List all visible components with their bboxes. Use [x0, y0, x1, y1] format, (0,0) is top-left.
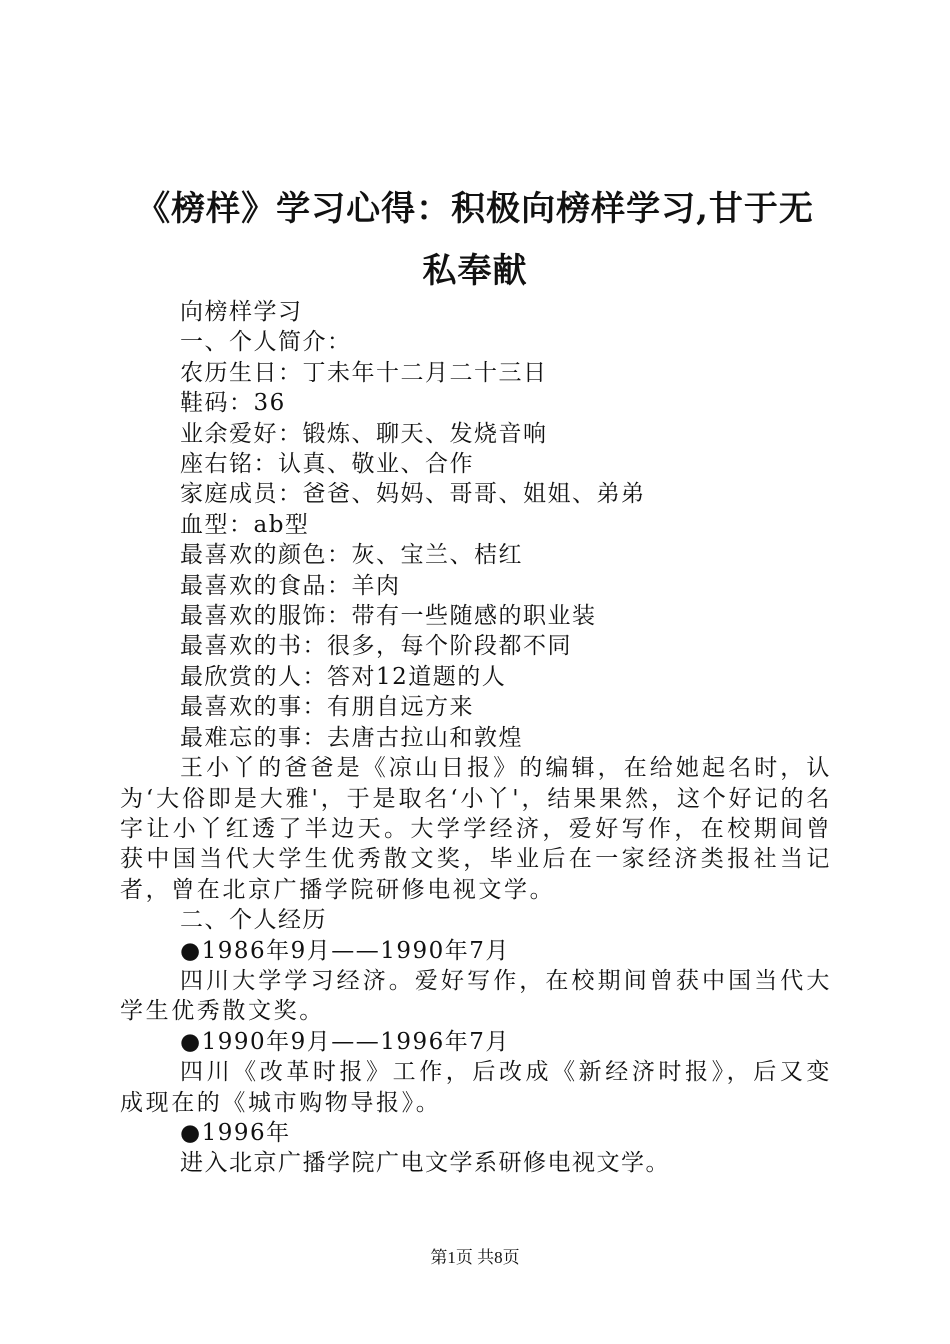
info-line: 血型：ab型 [180, 511, 310, 538]
info-line: 最喜欢的书：很多，每个阶段都不同 [180, 633, 572, 660]
info-line: 业余爱好：锻炼、聊天、发烧音响 [180, 420, 548, 447]
info-line: 最喜欢的食品：羊肉 [180, 572, 401, 599]
info-line: 最欣赏的人：答对12道题的人 [180, 663, 507, 690]
paragraph: 王小丫的爸爸是《凉山日报》的编辑，在给她起名时，认为‘大俗即是大雅'，于是取名‘小丫'，结果果然，这个好记的名字让小丫红透了半边天。大学学经济，爱好写作，在校期间曾获中国当代大学生优秀散文奖，毕业后在一家经济类报社当记者，曾在北京广播学院研修电视文学。 [120, 755, 832, 903]
info-line: 最喜欢的颜色：灰、宝兰、桔红 [180, 542, 523, 569]
info-line: 最喜欢的服饰：带有一些随感的职业装 [180, 603, 597, 630]
paragraph: 向榜样学习 [180, 299, 303, 325]
section-heading-experience: 二、个人经历 [180, 907, 327, 934]
timeline-date: ●1990年9月——1996年7月 [180, 1028, 510, 1055]
info-line: 农历生日：丁未年十二月二十三日 [180, 359, 548, 386]
info-line: 家庭成员：爸爸、妈妈、哥哥、姐姐、弟弟 [180, 481, 646, 508]
timeline-date: ●1996年 [180, 1119, 291, 1146]
info-line: 鞋码：36 [180, 390, 286, 417]
info-line: 最喜欢的事：有朋自远方来 [180, 694, 474, 721]
info-line: 座右铭：认真、敬业、合作 [180, 451, 474, 478]
section-heading-intro: 一、个人简介： [180, 329, 352, 356]
paragraph: 四川《改革时报》工作，后改成《新经济时报》，后又变成现在的《城市购物导报》。 [120, 1059, 832, 1116]
paragraph: 四川大学学习经济。爱好写作，在校期间曾获中国当代大学生优秀散文奖。 [120, 967, 832, 1025]
document-body [120, 297, 832, 1179]
paragraph: 进入北京广播学院广电文学系研修电视文学。 [180, 1150, 670, 1177]
document-title: 《榜样》学习心得：积极向榜样学习,甘于无私奉献 [136, 189, 814, 291]
page-footer: 第1页 共8页 [430, 1248, 520, 1267]
timeline-date: ●1986年9月——1990年7月 [180, 937, 510, 964]
info-line: 最难忘的事：去唐古拉山和敦煌 [180, 724, 523, 751]
